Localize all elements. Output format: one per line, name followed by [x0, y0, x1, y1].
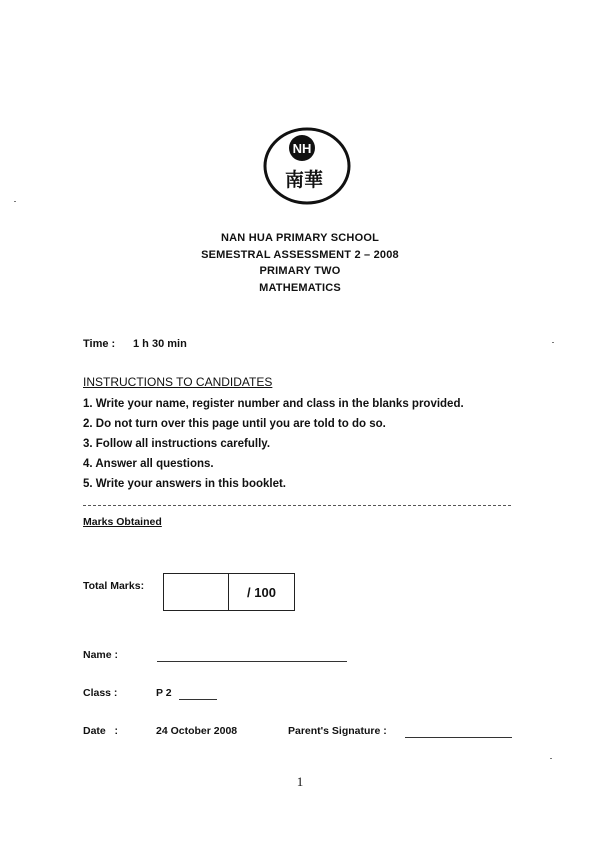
date-label: Date :	[83, 725, 119, 737]
instruction-item: 3. Follow all instructions carefully.	[83, 438, 271, 450]
instruction-item: 1. Write your name, register number and class in the blanks provided.	[83, 398, 464, 410]
subject: MATHEMATICS	[259, 282, 341, 294]
total-marks-label: Total Marks:	[83, 580, 145, 592]
school-logo	[262, 126, 352, 206]
class-label: Class :	[83, 687, 118, 699]
time-value: 1 h 30 min	[133, 338, 187, 350]
instruction-item: 5. Write your answers in this booklet.	[83, 478, 287, 490]
logo-chinese: 南華	[284, 169, 324, 191]
total-marks-box	[163, 573, 295, 611]
divider	[83, 505, 511, 506]
signature-blank[interactable]	[405, 727, 512, 738]
class-prefix: P 2	[156, 687, 172, 699]
parent-signature-label: Parent's Signature :	[288, 725, 387, 737]
class-blank[interactable]	[179, 689, 217, 700]
time-label: Time :	[83, 338, 116, 350]
logo-initials: NH	[292, 141, 312, 156]
assessment-title: SEMESTRAL ASSESSMENT 2 – 2008	[201, 249, 399, 261]
marks-out-of: / 100	[247, 584, 276, 600]
name-label: Name :	[83, 649, 119, 661]
instruction-item: 4. Answer all questions.	[83, 458, 214, 470]
marks-obtained-title: Marks Obtained	[83, 516, 162, 528]
scan-speck	[552, 342, 554, 343]
page-number: 1	[296, 774, 304, 789]
instructions-list	[83, 397, 464, 497]
date-value: 24 October 2008	[156, 725, 238, 737]
marks-entry-cell[interactable]	[164, 574, 229, 610]
instructions-title: INSTRUCTIONS TO CANDIDATES	[83, 375, 273, 389]
scan-speck	[14, 201, 16, 202]
instruction-item: 2. Do not turn over this page until you are told to do so.	[83, 418, 386, 430]
level: PRIMARY TWO	[259, 265, 341, 277]
school-name: NAN HUA PRIMARY SCHOOL	[221, 232, 379, 244]
scan-speck	[550, 758, 552, 759]
name-blank[interactable]	[157, 651, 347, 662]
